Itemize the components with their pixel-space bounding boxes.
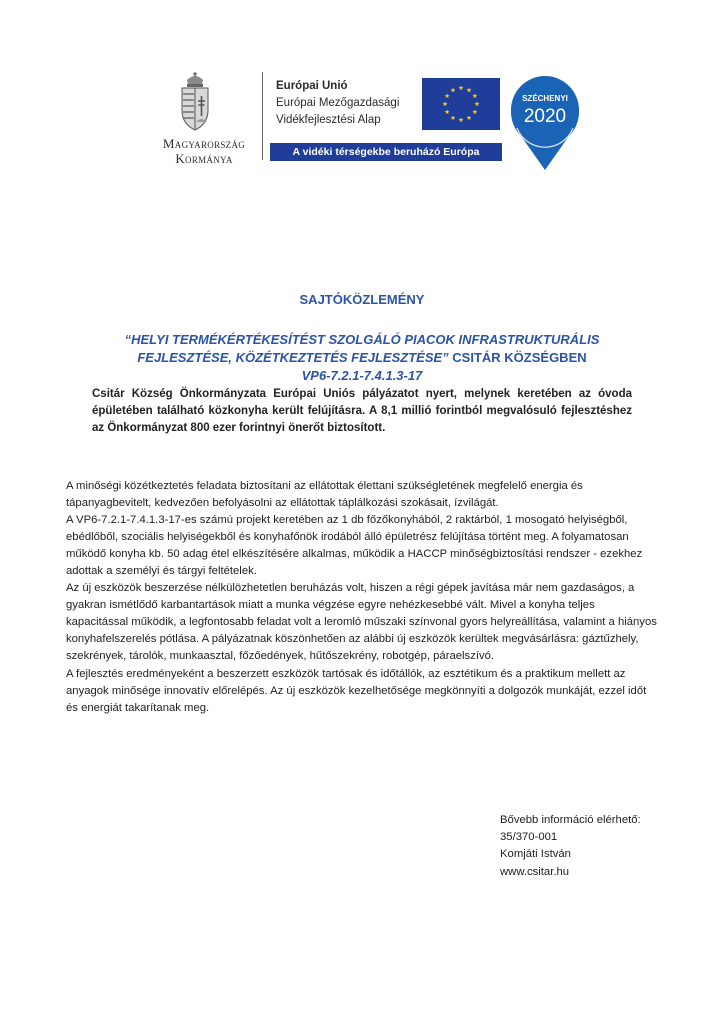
body-paragraph: A fejlesztés eredményeként a beszerzett eszközök tartósak és időtállók, az esztétikum és a praktikum mellett az anyagok minősége innovatív előrelépés. Az új eszközök kezelhetősége megkönnyíti a dolgozók munkáját, ezzel időt és energiát takarítanak meg.	[66, 667, 647, 714]
header-divider	[262, 72, 263, 160]
gov-name-line2: Kormánya	[175, 151, 233, 166]
contact-name: Komjáti István	[500, 848, 571, 861]
project-title	[96, 331, 628, 385]
contact-phone: 35/370-001	[500, 831, 558, 844]
eu-line3: Vidékfejlesztési Alap	[276, 114, 381, 126]
body-paragraph: Az új eszközök beszerzése nélkülözhetetlen beruházás volt, hiszen a régi gépek javítása már nem gazdaságos, a gyakran ismétlődő karbantartások miatt a munka végzése egyre nehézkesebbé vált. Mivel a konyha teljes kapacitással működik, a legfontosabb feladat volt a leromló műszaki színvonal gyors helyreállítása, valamint a hiányos konyhafelszerelés pótlása. A pályázatnak köszönhetően az alábbi új eszközök kerültek megvásárlásra: gáztűzhely, szekrények, tárolók, munkaasztal, főzőedények, hűtőszekrény, robotgép, páraelszívó.	[66, 582, 657, 663]
contact-website[interactable]: www.csitar.hu	[500, 865, 570, 878]
eu-line1: Európai Unió	[276, 80, 348, 92]
project-code: VP6-7.2.1-7.4.1.3-17	[301, 368, 423, 383]
government-name	[148, 136, 260, 166]
eu-line2: Európai Mezőgazdasági	[276, 97, 400, 109]
eu-banner: A vidéki térségekbe beruházó Európa	[270, 143, 502, 161]
body-text	[66, 478, 660, 717]
project-title-location: CSITÁR KÖZSÉGBEN	[448, 350, 587, 365]
body-paragraph: A minőségi közétkeztetés feladata biztosítani az ellátottak élettani szükségletének megfelelő energia és tápanyagbevitelt, kedvezően befolyásolni az ellátottak táplálkozási szokásait, ízvilágát.	[66, 480, 583, 510]
lead-paragraph: Csitár Község Önkormányzata Európai Uniós pályázatot nyert, melynek keretében az óvoda épületében található közkonyha került felújításra. A 8,1 millió forintból megvalósuló fejlesztéshez az Önkormányzat 800 ezer forintnyi önerőt biztosított.	[92, 388, 632, 434]
coat-of-arms-icon	[178, 72, 212, 132]
press-release-title: SAJTÓKÖZLEMÉNY	[299, 292, 425, 307]
contact-label: Bővebb információ elérhető:	[500, 814, 641, 826]
eu-fund-text	[276, 78, 399, 129]
gov-name-line1: Magyarország	[162, 136, 246, 151]
logo-header	[0, 0, 724, 180]
contact-info	[500, 812, 641, 881]
szechenyi-year: 2020	[523, 106, 567, 127]
body-paragraph: A VP6-7.2.1-7.4.1.3-17-es számú projekt keretében az 1 db főzőkonyhából, 2 raktárból, 1 mosogató helyiségből, ebédlőből, szociális helyiségekből és konyhafőnök irodából álló épületrész felújítása történt meg. A folyamatosan működő konyha kb. 50 adag étel elkészítésére alkalmas, működik a HACCP minőségbiztosítási rendszer - ezekhez adottak a személyi és tárgyi feltételek.	[66, 514, 643, 578]
szechenyi-label: SZÉCHENYI	[522, 94, 568, 103]
szechenyi-2020-logo	[505, 70, 585, 170]
eu-flag-icon	[422, 78, 500, 130]
project-title-quoted: “HELYI TERMÉKÉRTÉKESÍTÉST SZOLGÁLÓ PIACOK INFRASTRUKTURÁLIS FEJLESZTÉSE, KÖZÉTKEZTETÉS FEJLESZTÉSE”	[124, 332, 600, 365]
